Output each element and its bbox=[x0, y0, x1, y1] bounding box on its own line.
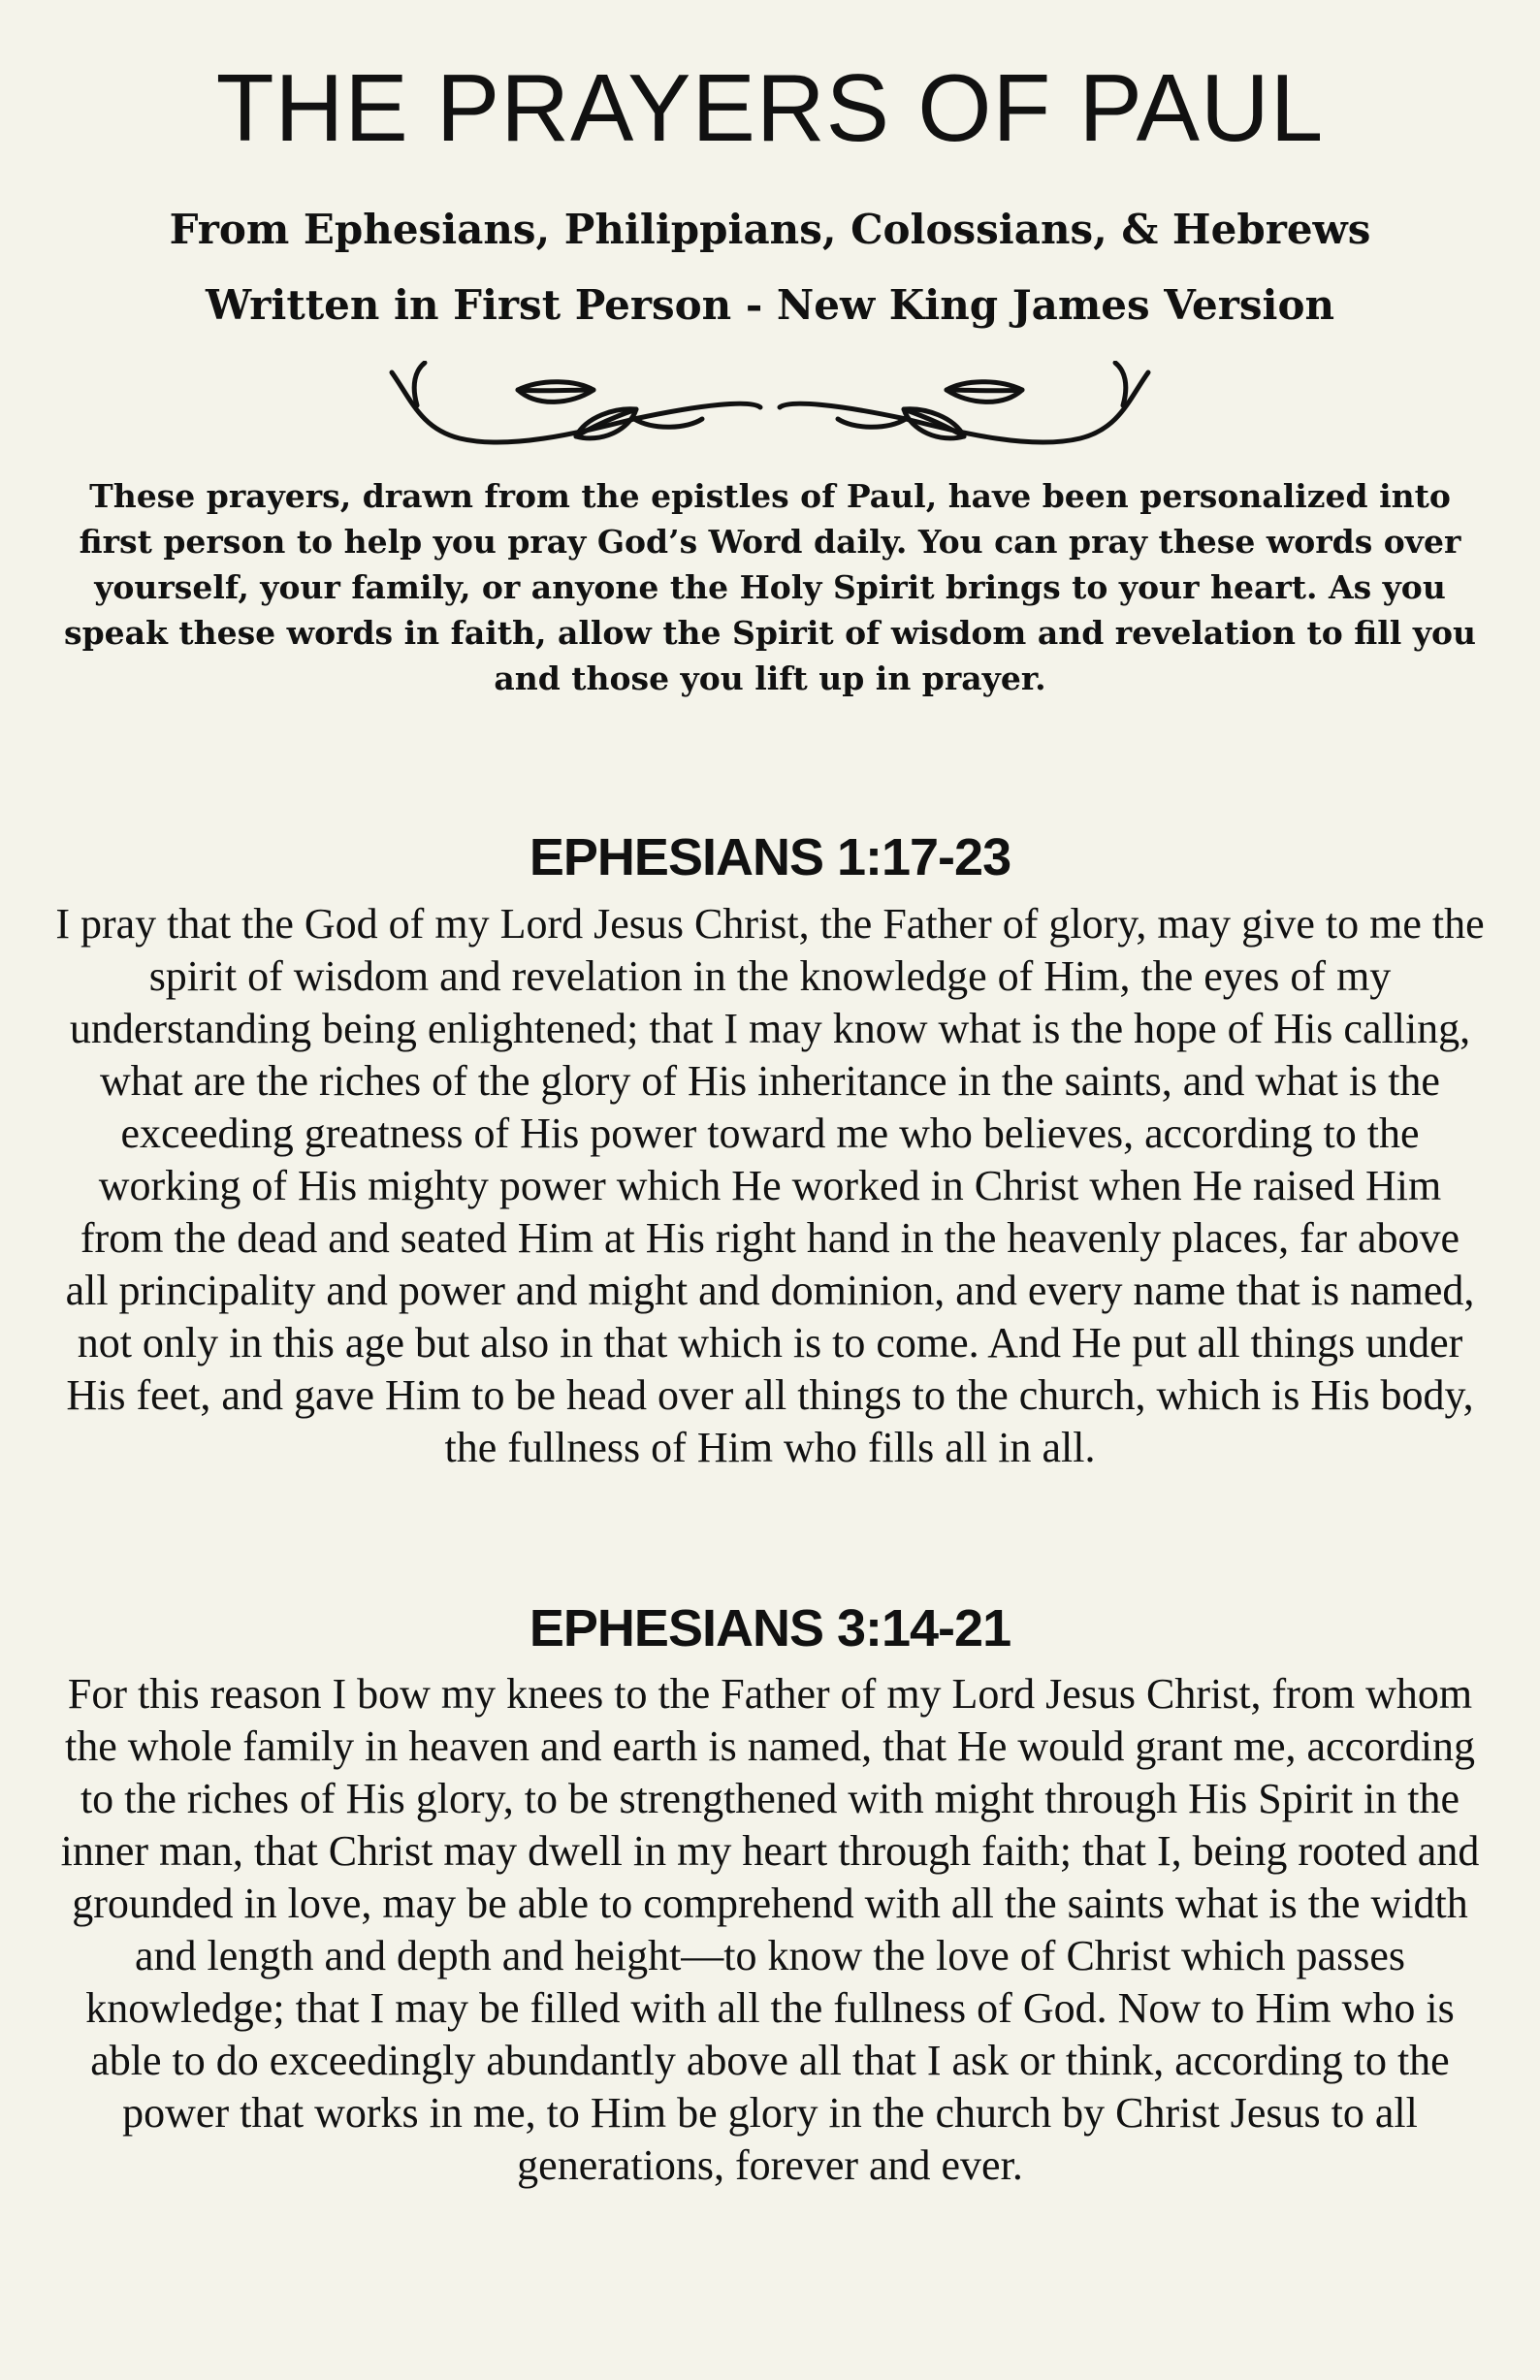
prayer-text-ephesians-3: For this reason I bow my knees to the Father of my Lord Jesus Christ, from whom the whole family in heaven and earth is named, that He would grant me, according to the riches of His glory, to be strengthened with might through His Spirit in the inner man, that Christ may dwell in my heart through faith; that I, being rooted and grounded in love, may be able to comprehend with all the saints what is the width and length and depth and height—to know the love of Christ which passes knowledge; that I may be filled with all the fullness of God. Now to Him who is able to do exceedingly abundantly above all that I ask or think, according to the power that works in me, to Him be glory in the church by Christ Jesus to all generations, forever and ever. bbox=[60, 1670, 1480, 2189]
section-heading-ephesians-3: EPHESIANS 3:14-21 bbox=[529, 1599, 1011, 1657]
intro-paragraph: These prayers, drawn from the epistles of Paul, have been personalized into first person to help you pray God’s Word daily. You can pray these words over yourself, your family, or anyone the Holy Spirit brings to your heart. As you speak these words in faith, allow the Spirit of wisdom and revelation to fill you and those you lift up in prayer. bbox=[63, 477, 1476, 697]
section-heading-ephesians-1: EPHESIANS 1:17-23 bbox=[529, 828, 1011, 886]
leafy-vine-divider-icon bbox=[382, 361, 1158, 458]
subtitle-version: Written in First Person - New King James Version bbox=[205, 281, 1335, 329]
prayer-text-ephesians-1: I pray that the God of my Lord Jesus Christ, the Father of glory, may give to me the spirit of wisdom and revelation in the knowledge of Him, the eyes of my understanding being enlightened; that I may know what is the hope of His calling, what are the riches of the glory of His inheritance in the saints, and what is the exceeding greatness of His power toward me who believes, according to the working of His mighty power which He worked in Christ when He raised Him from the dead and seated Him at His right hand in the heavenly places, far above all principality and power and might and dominion, and every name that is named, not only in this age but also in that which is to come. And He put all things under His feet, and gave Him to be head over all things to the church, which is His body, the fullness of Him who fills all in all. bbox=[55, 900, 1485, 1471]
page-title: THE PRAYERS OF PAUL bbox=[215, 54, 1325, 161]
subtitle-books: From Ephesians, Philippians, Colossians, & Hebrews bbox=[169, 206, 1371, 253]
